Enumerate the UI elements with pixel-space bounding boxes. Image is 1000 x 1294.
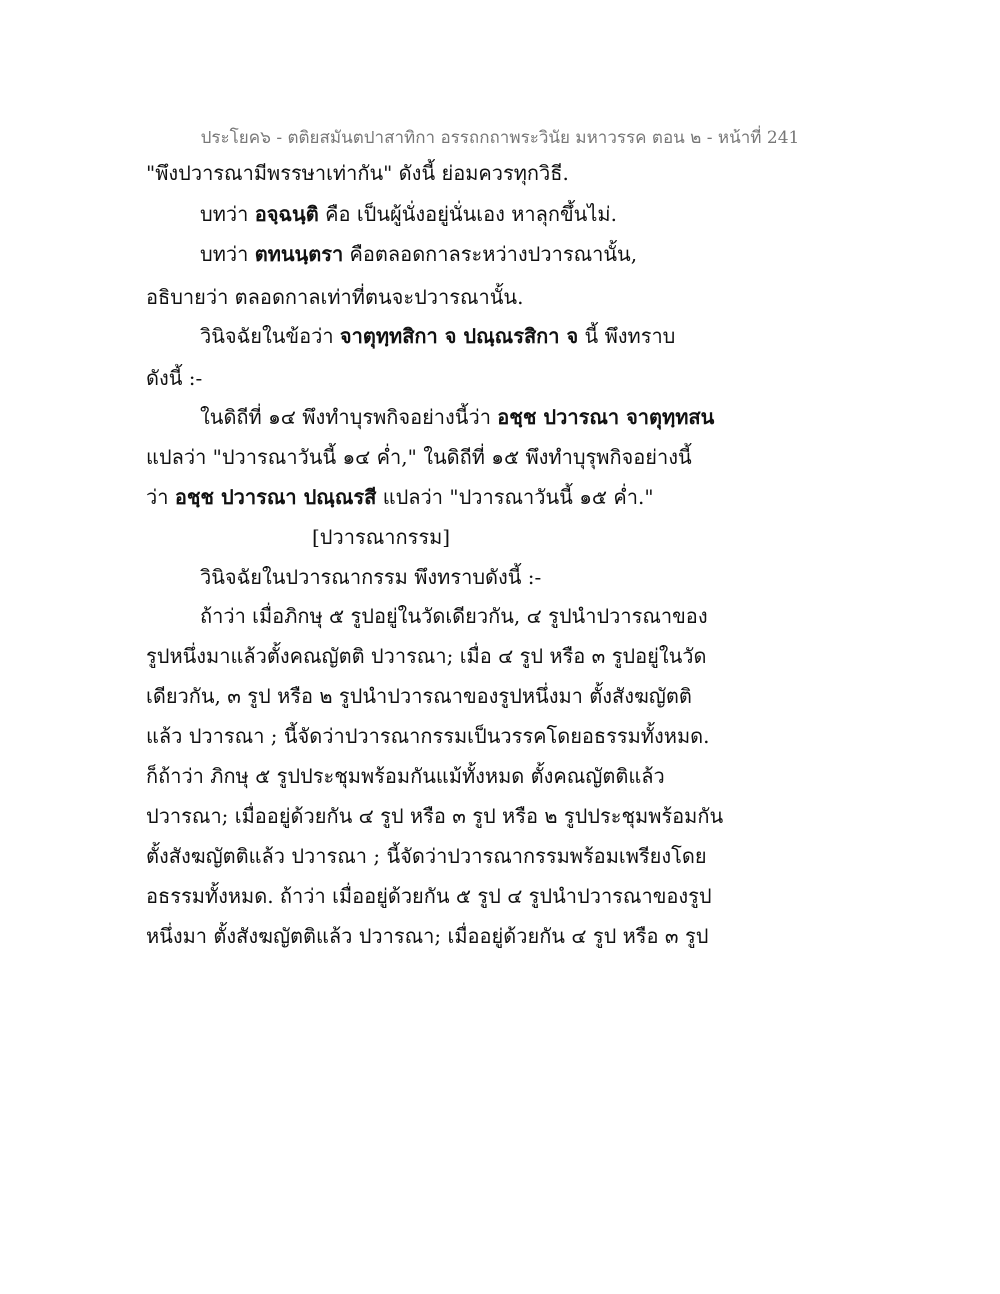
- line-text: รูปหนึ่งมาแล้วตั้งคณญัตติ ปวารณา; เมื่อ ๔ รูป หรือ ๓ รูปอยู่ในวัด: [146, 644, 707, 668]
- pali-term: จาตุทฺทสิกา จ ปณฺณรสิกา จ: [339, 324, 579, 348]
- text-line: [146, 159, 569, 187]
- text-line: [146, 762, 665, 790]
- line-text: วินิจฉัยในปวารณากรรม พึงทราบดังนี้ :-: [200, 565, 542, 589]
- line-text: ในดิถีที่ ๑๔ พึงทำบุรพกิจอย่างนี้ว่า: [200, 405, 498, 429]
- line-text: แปลว่า "ปวารณาวันนี้ ๑๔ ค่ำ," ในดิถีที่ ๑๕ พึงทำบุรุพกิจอย่างนี้: [146, 445, 692, 469]
- line-text: ก็ถ้าว่า ภิกษุ ๕ รูปประชุมพร้อมกันแม้ทั้งหมด ตั้งคณญัตติแล้ว: [146, 764, 665, 788]
- section-heading: [312, 523, 450, 551]
- line-text: บทว่า: [200, 202, 255, 226]
- pali-term: อชฺช ปวารณา จาตุทฺทสน: [497, 405, 715, 429]
- text-line: [146, 483, 654, 511]
- text-line: [146, 364, 202, 392]
- text-line: [200, 240, 637, 268]
- line-text: อธรรมทั้งหมด. ถ้าว่า เมื่ออยู่ด้วยกัน ๕ รูป ๔ รูปนำปวารณาของรูป: [146, 884, 712, 908]
- line-text: แล้ว ปวารณา ; นี้จัดว่าปวารณากรรมเป็นวรรคโดยอธรรมทั้งหมด.: [146, 724, 710, 748]
- pali-term: ตทนนฺตรา: [254, 242, 344, 266]
- text-line: [200, 200, 617, 228]
- text-line: [200, 602, 708, 630]
- line-text: ตั้งสังฆญัตติแล้ว ปวารณา ; นี้จัดว่าปวารณากรรมพร้อมเพรียงโดย: [146, 844, 707, 868]
- line-text: วินิจฉัยในข้อว่า: [200, 324, 340, 348]
- text-line: [200, 403, 714, 431]
- line-text: อธิบายว่า ตลอดกาลเท่าที่ตนจะปวารณานั้น.: [146, 285, 524, 309]
- line-text: ถ้าว่า เมื่อภิกษุ ๕ รูปอยู่ในวัดเดียวกัน, ๔ รูปนำปวารณาของ: [200, 604, 708, 628]
- pali-term: อจฺฉนฺติ: [254, 202, 319, 226]
- line-text: หนึ่งมา ตั้งสังฆญัตติแล้ว ปวารณา; เมื่ออยู่ด้วยกัน ๔ รูป หรือ ๓ รูป: [146, 924, 709, 948]
- heading-text: [ปวารณากรรม]: [312, 525, 451, 549]
- line-text: แปลว่า "ปวารณาวันนี้ ๑๕ ค่ำ.": [376, 485, 654, 509]
- line-text: เดียวกัน, ๓ รูป หรือ ๒ รูปนำปวารณาของรูปหนึ่งมา ตั้งสังฆญัตติ: [146, 684, 692, 708]
- pali-term: อชฺช ปวารณา ปณฺณรสี: [174, 485, 377, 509]
- text-line: [146, 682, 692, 710]
- text-line: [146, 842, 707, 870]
- line-text: ปวารณา; เมื่ออยู่ด้วยกัน ๔ รูป หรือ ๓ รูป หรือ ๒ รูปประชุมพร้อมกัน: [146, 804, 724, 828]
- text-line: [146, 882, 712, 910]
- text-line: [146, 922, 708, 950]
- line-text: คือ เป็นผู้นั่งอยู่นั่นเอง หาลุกขึ้นไม่.: [318, 202, 617, 226]
- page-header: ประโยค๖ - ตติยสมันตปาสาทิกา อรรถกถาพระวินัย มหาวรรค ตอน ๒ - หน้าที่ 241: [200, 128, 800, 148]
- text-line: [146, 283, 523, 311]
- text-line: [146, 642, 707, 670]
- line-text: คือตลอดกาลระหว่างปวารณานั้น,: [343, 242, 638, 266]
- text-line: [200, 322, 675, 350]
- line-text: "พึงปวารณามีพรรษาเท่ากัน" ดังนี้ ย่อมควรทุกวิธี.: [146, 161, 569, 185]
- text-line: [146, 802, 723, 830]
- line-text: ว่า: [146, 485, 175, 509]
- line-text: นี้ พึงทราบ: [578, 324, 676, 348]
- line-text: บทว่า: [200, 242, 255, 266]
- line-text: ดังนี้ :-: [146, 366, 203, 390]
- text-line: [200, 563, 541, 591]
- text-line: [146, 722, 709, 750]
- text-line: [146, 443, 692, 471]
